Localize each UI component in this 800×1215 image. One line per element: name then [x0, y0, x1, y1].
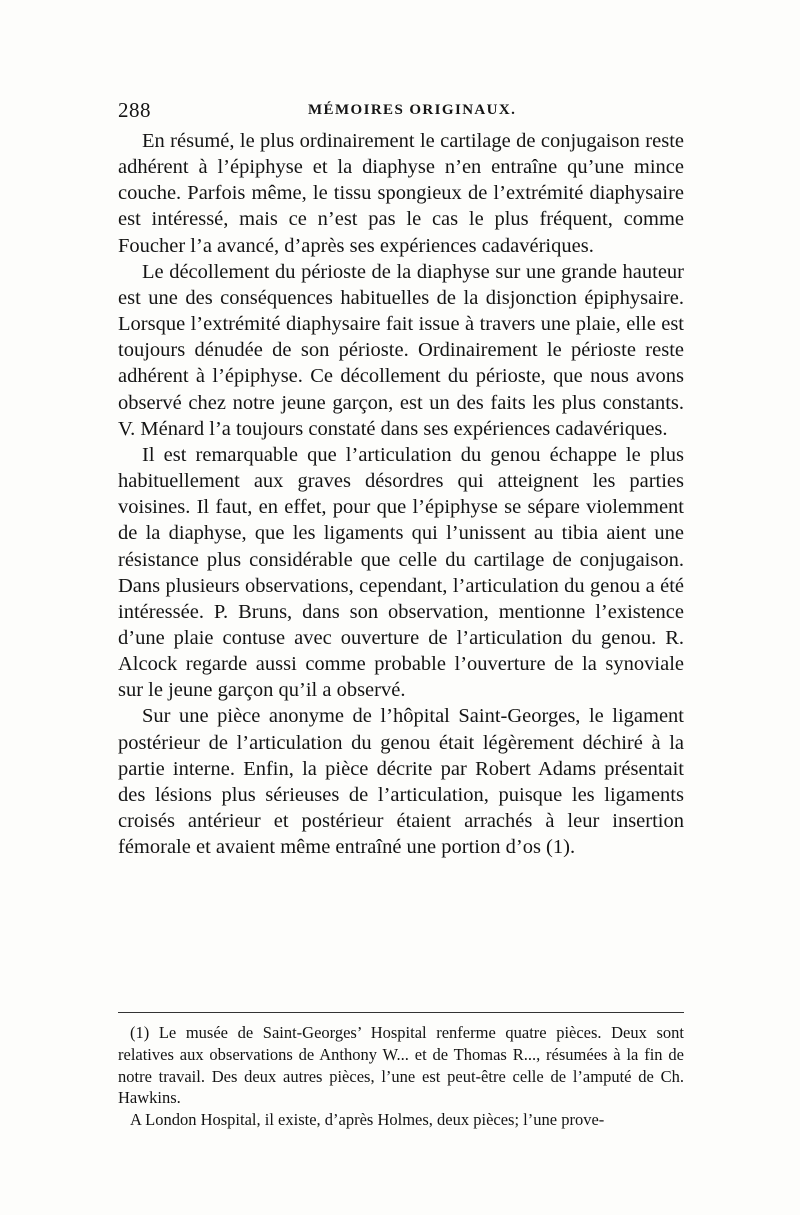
paragraph: Sur une pièce anonyme de l’hôpital Saint-Georges, le ligament postérieur de l’articulation du genou était légèrement déchiré à la partie interne. Enfin, la pièce décrite par Robert Adams présentait des lésions plus sérieuses de l’articulation, puisque les ligaments croisés antérieur et postérieur étaient arrachés à leur insertion fémorale et avaient même entraîné une portion d’os (1). [118, 705, 684, 859]
paragraph: Il est remarquable que l’articulation du genou échappe le plus habituellement aux graves désordres qui atteignent les parties voisines. Il faut, en effet, pour que l’épiphyse se sépare violemment de la diaphyse, que les ligaments qui l’unissent au tibia aient une résistance plus considérable que celle du cartilage de conjugaison. Dans plusieurs observations, cependant, l’articulation du genou a été intéressée. P. Bruns, dans son observation, mentionne l’existence d’une plaie contuse avec ouverture de l’articulation du genou. R. Alcock regarde aussi comme probable l’ouverture de la synoviale sur le jeune garçon qu’il a observé. [118, 443, 684, 702]
footnote: (1) Le musée de Saint-Georges’ Hospital renferme quatre pièces. Deux sont relatives aux observations de Anthony W... et de Thomas R..., résumées à la fin de notre travail. Des deux autres pièces, l’une est peut-être celle de l’amputé de Ch. Hawkins. [118, 1023, 684, 1108]
footnote: A London Hospital, il existe, d’après Holmes, deux pièces; l’une prove- [130, 1110, 605, 1130]
page-number: 288 [118, 98, 151, 122]
paragraph: En résumé, le plus ordinairement le cartilage de conjugaison reste adhérent à l’épiphyse et la diaphyse n’en entraîne qu’une mince couche. Parfois même, le tissu spongieux de l’extrémité diaphysaire est intéressé, mais ce n’est pas le cas le plus fréquent, comme Foucher l’a avancé, d’après ses expériences cadavériques. [118, 130, 684, 257]
running-head [118, 98, 684, 128]
footnote-divider [118, 1012, 684, 1013]
running-title: MÉMOIRES ORIGINAUX. [308, 102, 517, 118]
footnotes [118, 1022, 684, 1131]
main-text [118, 128, 684, 860]
paragraph: Le décollement du périoste de la diaphyse sur une grande hauteur est une des conséquences habituelles de la disjonction épiphysaire. Lorsque l’extrémité diaphysaire fait issue à travers une plaie, elle est toujours dénudée de son périoste. Ordinairement le périoste reste adhérent à l’épiphyse. Ce décollement du périoste, que nous avons observé chez notre jeune garçon, est un des faits les plus constants. V. Ménard l’a toujours constaté dans ses expériences cadavériques. [118, 260, 684, 440]
